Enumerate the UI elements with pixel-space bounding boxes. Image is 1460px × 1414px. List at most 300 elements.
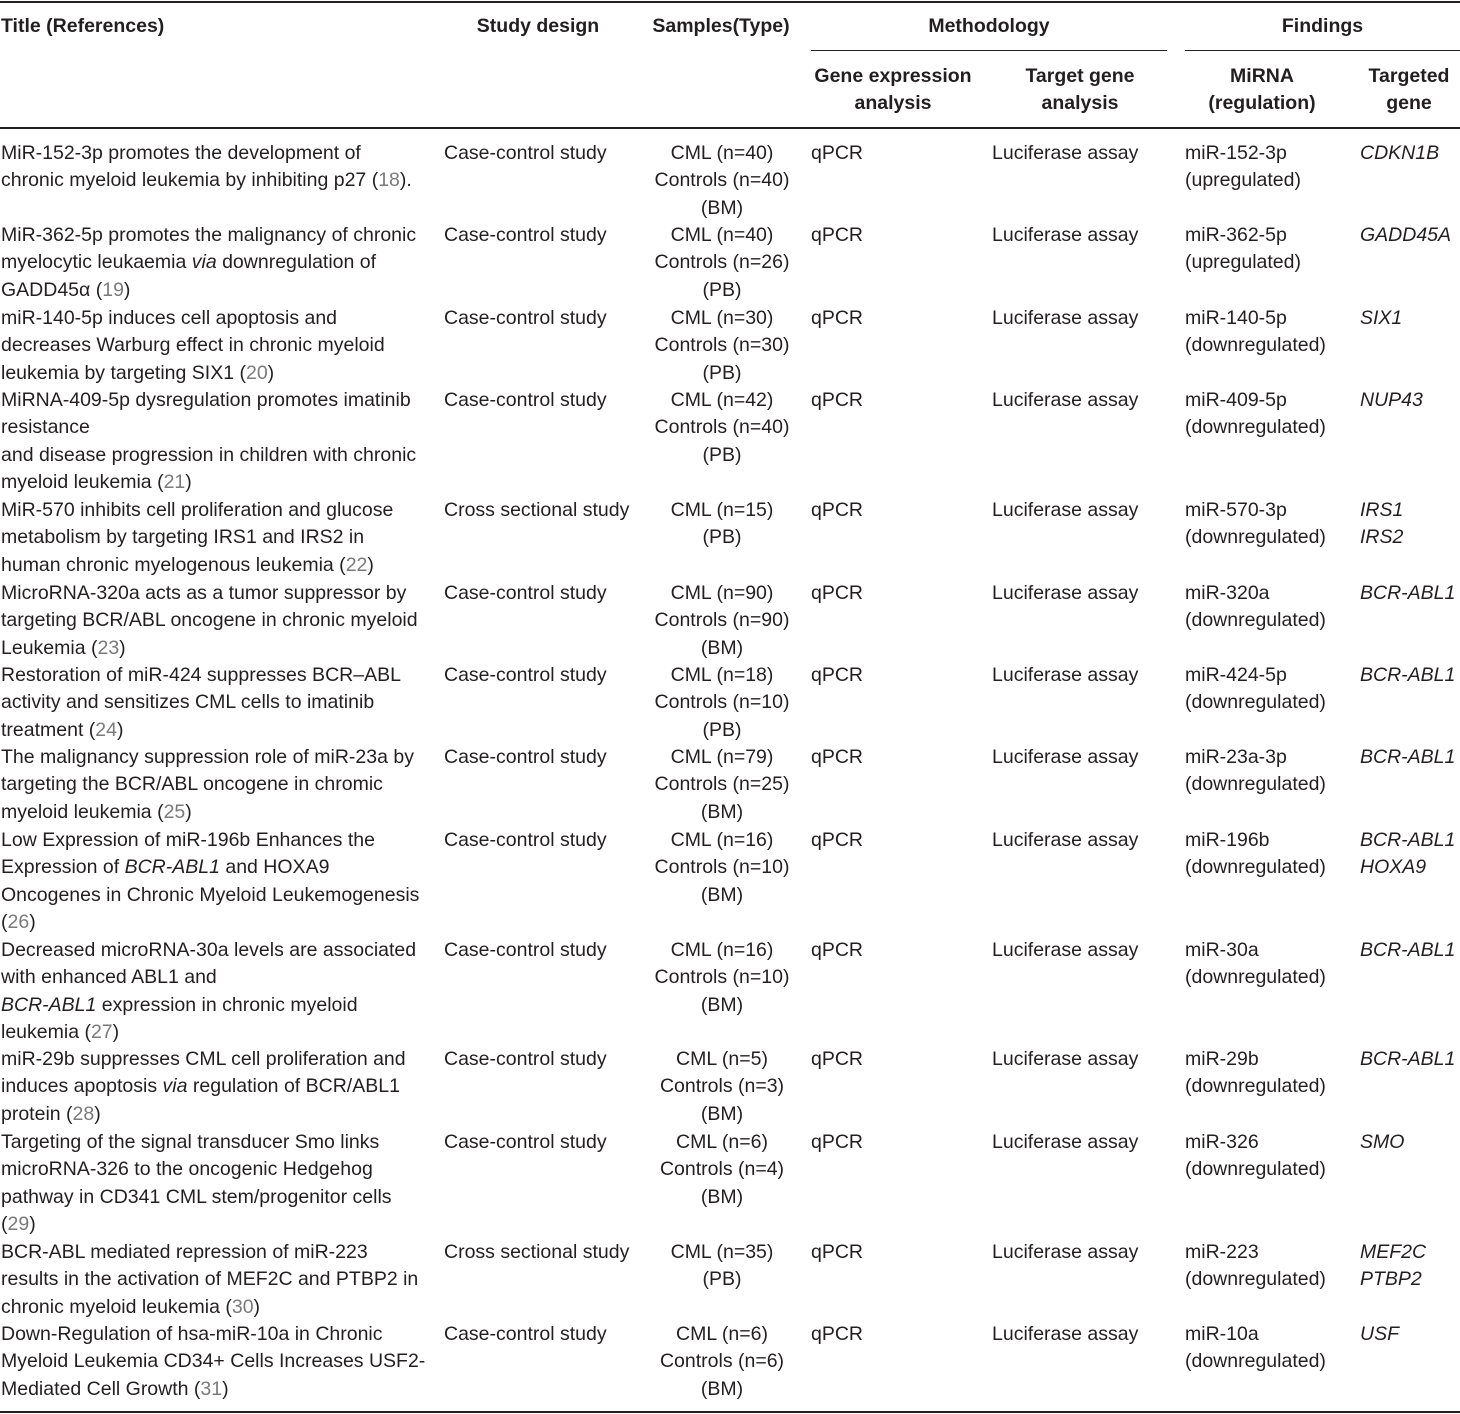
- title-text: (: [1, 1213, 8, 1236]
- mirna-cell: [1185, 1321, 1353, 1376]
- title-text: (: [1, 911, 8, 934]
- title-text: ).: [399, 169, 412, 192]
- reference-link[interactable]: 22: [345, 553, 368, 576]
- target-gene-analysis-cell: Luciferase assay: [992, 829, 1139, 851]
- samples-line: CML (n=90): [670, 582, 774, 604]
- mirna-line: miR-30a: [1185, 939, 1259, 961]
- title-text: Oncogenes in Chronic Myeloid Leukemogenesis: [1, 883, 420, 906]
- mirna-cell: [1185, 1239, 1353, 1294]
- mirna-line: miR-140-5p: [1185, 307, 1287, 329]
- samples-cell: [641, 1046, 803, 1128]
- title-line: [1, 360, 433, 387]
- reference-link[interactable]: 31: [200, 1377, 223, 1400]
- study-design-cell: Case-control study: [444, 389, 607, 411]
- mirna-cell: [1185, 937, 1353, 992]
- title-text: myelocytic leukaemia: [1, 251, 192, 274]
- mirna-cell: [1185, 140, 1353, 195]
- mirna-cell: [1185, 387, 1353, 442]
- mirna-line: (downregulated): [1185, 1350, 1326, 1373]
- title-text: Myeloid Leukemia CD34+ Cells Increases USF2-: [1, 1350, 426, 1373]
- title-line: [1, 1211, 433, 1238]
- target-gene-analysis-cell: Luciferase assay: [992, 389, 1139, 411]
- title-line: [1, 1046, 433, 1073]
- title-line: [1, 1019, 433, 1046]
- header-samples: Samples(Type): [652, 15, 790, 37]
- samples-line: CML (n=5): [676, 1048, 768, 1070]
- title-line: [1, 524, 433, 551]
- targeted-gene-cell: [1360, 662, 1460, 689]
- title-text: miR-140-5p induces cell apoptosis and: [1, 307, 338, 329]
- samples-cell: [641, 305, 803, 387]
- targeted-gene-line: BCR-ABL1: [1360, 664, 1456, 686]
- title-text: The malignancy suppression role of miR-23a by: [1, 746, 414, 768]
- reference-link[interactable]: 25: [163, 800, 186, 823]
- samples-line: CML (n=16): [670, 829, 774, 851]
- title-text: ): [185, 800, 192, 823]
- targeted-gene-line: BCR-ABL1: [1360, 1048, 1456, 1070]
- samples-line: CML (n=40): [670, 224, 774, 246]
- title-cell: [1, 827, 433, 937]
- mirna-line: (downregulated): [1185, 856, 1326, 879]
- targeted-gene-line: IRS2: [1360, 526, 1404, 549]
- gene-expression-cell: qPCR: [811, 389, 864, 411]
- header-findings: Findings: [1281, 15, 1364, 37]
- targeted-gene-cell: [1360, 387, 1460, 414]
- reference-link[interactable]: 21: [163, 471, 186, 494]
- reference-link[interactable]: 26: [7, 911, 30, 934]
- title-text: ): [117, 718, 124, 741]
- target-gene-analysis-cell: Luciferase assay: [992, 224, 1139, 246]
- title-line: [1, 277, 433, 304]
- samples-cell: [641, 827, 803, 909]
- title-cell: [1, 387, 433, 497]
- mirna-line: (downregulated): [1185, 773, 1326, 796]
- study-design-cell: Cross sectional study: [444, 499, 630, 521]
- title-line: [1, 387, 433, 414]
- mirna-line: miR-326: [1185, 1131, 1259, 1153]
- title-cell: [1, 744, 433, 826]
- title-text: ): [185, 471, 192, 494]
- samples-line: (BM): [700, 883, 744, 906]
- mirna-line: (downregulated): [1185, 1075, 1326, 1098]
- targeted-gene-line: IRS1: [1360, 499, 1404, 521]
- title-text: ): [112, 1021, 120, 1044]
- targeted-gene-line: USF: [1360, 1323, 1399, 1345]
- title-line: [1, 1239, 433, 1266]
- title-text: microRNA-326 to the oncogenic Hedgehog: [1, 1158, 373, 1181]
- gene-expression-cell: qPCR: [811, 499, 864, 521]
- samples-line: Controls (n=10): [654, 691, 790, 714]
- samples-cell: [641, 744, 803, 826]
- mirna-line: (downregulated): [1185, 1268, 1326, 1291]
- title-line: [1, 744, 433, 771]
- gene-expression-cell: qPCR: [811, 142, 864, 164]
- reference-link[interactable]: 24: [95, 718, 117, 741]
- targeted-gene-cell: [1360, 1239, 1460, 1294]
- reference-link[interactable]: 27: [90, 1021, 113, 1044]
- study-design-cell: Case-control study: [444, 829, 607, 851]
- header-target-gene: Target gene analysis: [1025, 65, 1135, 114]
- mirna-line: (downregulated): [1185, 609, 1326, 632]
- samples-line: Controls (n=25): [654, 773, 790, 796]
- title-text: BCR-ABL mediated repression of miR-223: [1, 1241, 368, 1263]
- targeted-gene-line: BCR-ABL1: [1360, 746, 1456, 768]
- study-design-cell: Cross sectional study: [444, 1241, 630, 1263]
- title-line: [1, 1266, 433, 1293]
- samples-cell: [641, 497, 803, 552]
- gene-expression-cell: qPCR: [811, 582, 864, 604]
- title-line: [1, 249, 433, 276]
- title-line: [1, 662, 433, 689]
- gene-expression-cell: qPCR: [811, 307, 864, 329]
- target-gene-analysis-cell: Luciferase assay: [992, 1048, 1139, 1070]
- targeted-gene-line: MEF2C: [1360, 1241, 1427, 1263]
- title-line: [1, 854, 433, 881]
- title-text: Targeting of the signal transducer Smo links: [1, 1131, 380, 1153]
- reference-link[interactable]: 18: [378, 169, 400, 192]
- title-cell: [1, 497, 433, 579]
- title-line: [1, 305, 433, 332]
- title-text: BCR-ABL1: [124, 856, 220, 879]
- title-line: [1, 717, 433, 744]
- gene-expression-cell: qPCR: [811, 664, 864, 686]
- gene-expression-cell: qPCR: [811, 829, 864, 851]
- targeted-gene-line: GADD45A: [1360, 224, 1452, 246]
- samples-line: Controls (n=40): [654, 169, 790, 192]
- title-line: [1, 469, 433, 496]
- title-line: [1, 167, 433, 194]
- targeted-gene-line: PTBP2: [1360, 1268, 1422, 1291]
- study-design-cell: Case-control study: [444, 142, 607, 164]
- title-text: pathway in CD341 CML stem/progenitor cells: [1, 1185, 392, 1208]
- targeted-gene-cell: [1360, 497, 1460, 552]
- title-line: [1, 607, 433, 634]
- targeted-gene-line: SMO: [1360, 1131, 1405, 1153]
- header-mirna: MiRNA (regulation): [1208, 65, 1316, 114]
- header-study-design: Study design: [476, 15, 600, 37]
- title-text: protein (: [1, 1102, 73, 1125]
- title-text: leukemia by targeting SIX1 (: [1, 361, 246, 384]
- samples-line: CML (n=79): [670, 746, 774, 768]
- title-line: [1, 799, 433, 826]
- title-cell: [1, 140, 433, 195]
- mirna-line: miR-320a: [1185, 582, 1270, 604]
- title-text: Down-Regulation of hsa-miR-10a in Chronic: [1, 1323, 383, 1345]
- title-text: Low Expression of miR-196b Enhances the: [1, 829, 375, 851]
- mirna-cell: [1185, 305, 1353, 360]
- samples-line: CML (n=35): [670, 1241, 774, 1263]
- gene-expression-cell: qPCR: [811, 939, 864, 961]
- study-design-cell: Case-control study: [444, 664, 607, 686]
- gene-expression-cell: qPCR: [811, 1131, 864, 1153]
- targeted-gene-cell: [1360, 744, 1460, 771]
- title-line: [1, 909, 433, 936]
- title-line: [1, 1073, 433, 1100]
- title-cell: [1, 937, 433, 1047]
- targeted-gene-line: NUP43: [1360, 389, 1423, 411]
- target-gene-analysis-cell: Luciferase assay: [992, 499, 1139, 521]
- methodology-underline: [811, 50, 1167, 51]
- samples-cell: [641, 140, 803, 222]
- title-text: with enhanced ABL1 and: [1, 966, 217, 989]
- title-text: treatment (: [1, 718, 96, 741]
- title-line: [1, 937, 433, 964]
- table-top-rule: [0, 1, 1460, 3]
- samples-line: Controls (n=10): [654, 966, 790, 989]
- mirna-line: (downregulated): [1185, 691, 1326, 714]
- title-line: [1, 580, 433, 607]
- title-text: MicroRNA-320a acts as a tumor suppressor by: [1, 582, 407, 604]
- title-text: myeloid leukemia (: [1, 800, 164, 823]
- samples-cell: [641, 662, 803, 744]
- title-line: [1, 1321, 433, 1348]
- title-text: and disease progression in children with chronic: [1, 443, 417, 466]
- title-cell: [1, 1321, 433, 1403]
- study-design-cell: Case-control study: [444, 224, 607, 246]
- mirna-line: (downregulated): [1185, 966, 1326, 989]
- title-line: [1, 332, 433, 359]
- header-targeted-gene: Targeted gene: [1368, 65, 1450, 114]
- mirna-line: (downregulated): [1185, 334, 1326, 357]
- title-text: leukemia (: [1, 1021, 91, 1044]
- targeted-gene-cell: [1360, 937, 1460, 964]
- title-text: ): [253, 1295, 261, 1318]
- samples-cell: [641, 1321, 803, 1403]
- mirna-line: (downregulated): [1185, 526, 1326, 549]
- samples-line: CML (n=40): [670, 142, 774, 164]
- title-text: MiR-152-3p promotes the development of: [1, 142, 361, 164]
- samples-line: Controls (n=26): [654, 251, 790, 274]
- title-text: chronic myeloid leukemia by inhibiting p27 (: [1, 169, 379, 192]
- study-design-cell: Case-control study: [444, 307, 607, 329]
- gene-expression-cell: qPCR: [811, 1048, 864, 1070]
- samples-line: Controls (n=40): [654, 416, 790, 439]
- header-methodology: Methodology: [928, 15, 1050, 37]
- title-text: ): [29, 1213, 36, 1236]
- title-text: activity and sensitizes CML cells to imatinib: [1, 691, 375, 714]
- title-text: chronic myeloid leukemia (: [1, 1295, 232, 1318]
- study-design-cell: Case-control study: [444, 1131, 607, 1153]
- samples-line: (BM): [700, 1185, 744, 1208]
- targeted-gene-line: BCR-ABL1: [1360, 939, 1456, 961]
- samples-line: CML (n=18): [670, 664, 774, 686]
- findings-underline: [1185, 50, 1460, 51]
- targeted-gene-cell: [1360, 1321, 1460, 1348]
- samples-line: Controls (n=10): [654, 856, 790, 879]
- title-text: MiRNA-409-5p dysregulation promotes imatinib: [1, 389, 411, 411]
- reference-link[interactable]: 28: [72, 1102, 95, 1125]
- title-cell: [1, 1239, 433, 1321]
- mirna-line: miR-424-5p: [1185, 664, 1287, 686]
- title-text: ): [267, 361, 275, 384]
- title-cell: [1, 222, 433, 304]
- samples-cell: [641, 937, 803, 1019]
- targeted-gene-line: BCR-ABL1: [1360, 582, 1456, 604]
- reference-link[interactable]: 29: [7, 1213, 30, 1236]
- title-text: Expression of: [1, 856, 125, 879]
- title-line: [1, 552, 433, 579]
- samples-line: (PB): [702, 278, 742, 301]
- mirna-cell: [1185, 222, 1353, 277]
- mirna-line: (upregulated): [1185, 169, 1301, 192]
- targeted-gene-cell: [1360, 140, 1460, 167]
- samples-line: CML (n=16): [670, 939, 774, 961]
- samples-cell: [641, 1239, 803, 1294]
- title-line: [1, 1376, 433, 1403]
- title-text: ): [119, 636, 126, 659]
- header-bottom-rule: [0, 127, 1460, 129]
- study-design-cell: Case-control study: [444, 1048, 607, 1070]
- title-text: Mediated Cell Growth (: [1, 1377, 201, 1400]
- samples-cell: [641, 1129, 803, 1211]
- title-line: [1, 1101, 433, 1128]
- samples-line: (PB): [702, 526, 742, 549]
- targeted-gene-cell: [1360, 1129, 1460, 1156]
- mirna-line: miR-223: [1185, 1241, 1259, 1263]
- title-text: ): [123, 278, 131, 301]
- samples-line: Controls (n=30): [654, 334, 790, 357]
- title-text: Decreased microRNA-30a levels are associated: [1, 939, 417, 961]
- title-line: [1, 689, 433, 716]
- samples-line: CML (n=30): [670, 307, 774, 329]
- title-line: [1, 635, 433, 662]
- samples-line: (BM): [700, 196, 744, 219]
- target-gene-analysis-cell: Luciferase assay: [992, 1131, 1139, 1153]
- samples-cell: [641, 387, 803, 469]
- title-cell: [1, 1129, 433, 1239]
- title-text: via: [191, 251, 217, 274]
- title-line: [1, 827, 433, 854]
- title-line: [1, 1184, 433, 1211]
- mirna-line: (downregulated): [1185, 1158, 1326, 1181]
- mirna-cell: [1185, 744, 1353, 799]
- mirna-line: miR-570-3p: [1185, 499, 1287, 521]
- title-text: ): [94, 1102, 101, 1125]
- title-text: miR-29b suppresses CML cell proliferation and: [1, 1048, 406, 1070]
- samples-line: (PB): [702, 443, 742, 466]
- title-line: [1, 771, 433, 798]
- samples-line: (BM): [700, 800, 744, 823]
- title-text: ): [222, 1377, 229, 1400]
- mirna-cell: [1185, 827, 1353, 882]
- study-design-cell: Case-control study: [444, 1323, 607, 1345]
- samples-line: Controls (n=90): [654, 609, 790, 632]
- reference-link[interactable]: 19: [102, 278, 124, 301]
- title-text: expression in chronic myeloid: [96, 993, 358, 1016]
- target-gene-analysis-cell: Luciferase assay: [992, 142, 1139, 164]
- title-text: ): [367, 553, 374, 576]
- title-text: BCR-ABL1: [1, 993, 97, 1016]
- study-design-cell: Case-control study: [444, 939, 607, 961]
- samples-line: (BM): [700, 1102, 744, 1125]
- title-line: [1, 1129, 433, 1156]
- samples-line: Controls (n=3): [659, 1075, 785, 1098]
- samples-line: (BM): [700, 993, 744, 1016]
- title-text: MiR-362-5p promotes the malignancy of chronic: [1, 224, 417, 246]
- title-line: [1, 497, 433, 524]
- title-text: myeloid leukemia (: [1, 471, 164, 494]
- title-line: [1, 442, 433, 469]
- title-text: targeting the BCR/ABL oncogene in chromic: [1, 773, 383, 796]
- gene-expression-cell: qPCR: [811, 1323, 864, 1345]
- target-gene-analysis-cell: Luciferase assay: [992, 1323, 1139, 1345]
- targeted-gene-line: BCR-ABL1: [1360, 829, 1456, 851]
- targeted-gene-cell: [1360, 1046, 1460, 1073]
- title-text: ): [29, 911, 36, 934]
- mirna-line: miR-23a-3p: [1185, 746, 1287, 768]
- samples-line: (PB): [702, 718, 742, 741]
- header-gene-expression: Gene expression analysis: [814, 65, 972, 114]
- target-gene-analysis-cell: Luciferase assay: [992, 746, 1139, 768]
- title-line: [1, 1348, 433, 1375]
- title-line: [1, 222, 433, 249]
- title-text: resistance: [1, 416, 90, 439]
- samples-line: CML (n=6): [676, 1323, 768, 1345]
- header-title: Title (References): [1, 15, 165, 37]
- targeted-gene-cell: [1360, 827, 1460, 882]
- samples-line: Controls (n=6): [659, 1350, 785, 1373]
- target-gene-analysis-cell: Luciferase assay: [992, 307, 1139, 329]
- samples-line: (BM): [700, 636, 744, 659]
- samples-line: CML (n=6): [676, 1131, 768, 1153]
- reference-link[interactable]: 23: [97, 636, 120, 659]
- target-gene-analysis-cell: Luciferase assay: [992, 939, 1139, 961]
- title-text: results in the activation of MEF2C and PTBP2 in: [1, 1268, 419, 1291]
- reference-link[interactable]: 20: [245, 361, 268, 384]
- gene-expression-cell: qPCR: [811, 1241, 864, 1263]
- samples-cell: [641, 222, 803, 304]
- title-text: via: [162, 1075, 188, 1098]
- targeted-gene-cell: [1360, 305, 1460, 332]
- title-line: [1, 140, 433, 167]
- title-cell: [1, 580, 433, 662]
- mirna-cell: [1185, 580, 1353, 635]
- targeted-gene-cell: [1360, 222, 1460, 249]
- title-text: MiR-570 inhibits cell proliferation and glucose: [1, 499, 394, 521]
- reference-link[interactable]: 30: [231, 1295, 254, 1318]
- mirna-line: miR-10a: [1185, 1323, 1259, 1345]
- samples-cell: [641, 580, 803, 662]
- mirna-cell: [1185, 1046, 1353, 1101]
- study-design-cell: Case-control study: [444, 746, 607, 768]
- samples-line: (PB): [702, 361, 742, 384]
- title-cell: [1, 305, 433, 387]
- gene-expression-cell: qPCR: [811, 746, 864, 768]
- target-gene-analysis-cell: Luciferase assay: [992, 664, 1139, 686]
- title-cell: [1, 662, 433, 744]
- samples-line: CML (n=15): [670, 499, 774, 521]
- title-line: [1, 1156, 433, 1183]
- title-text: Leukemia (: [1, 636, 98, 659]
- targeted-gene-line: CDKN1B: [1360, 142, 1440, 164]
- title-line: [1, 1294, 433, 1321]
- targeted-gene-line: HOXA9: [1360, 856, 1427, 879]
- title-text: regulation of BCR/ABL1: [187, 1075, 400, 1098]
- title-text: downregulation of: [216, 251, 377, 274]
- title-text: targeting BCR/ABL oncogene in chronic myeloid: [1, 609, 418, 632]
- title-text: decreases Warburg effect in chronic myeloid: [1, 334, 385, 357]
- mirna-cell: [1185, 497, 1353, 552]
- samples-line: (BM): [700, 1377, 744, 1400]
- title-text: GADD45α (: [1, 278, 103, 301]
- samples-line: (PB): [702, 1268, 742, 1291]
- mirna-cell: [1185, 1129, 1353, 1184]
- title-text: induces apoptosis: [1, 1075, 163, 1098]
- targeted-gene-cell: [1360, 580, 1460, 607]
- title-text: and HOXA9: [219, 856, 330, 879]
- title-text: metabolism by targeting IRS1 and IRS2 in: [1, 526, 365, 549]
- mirna-line: miR-196b: [1185, 829, 1270, 851]
